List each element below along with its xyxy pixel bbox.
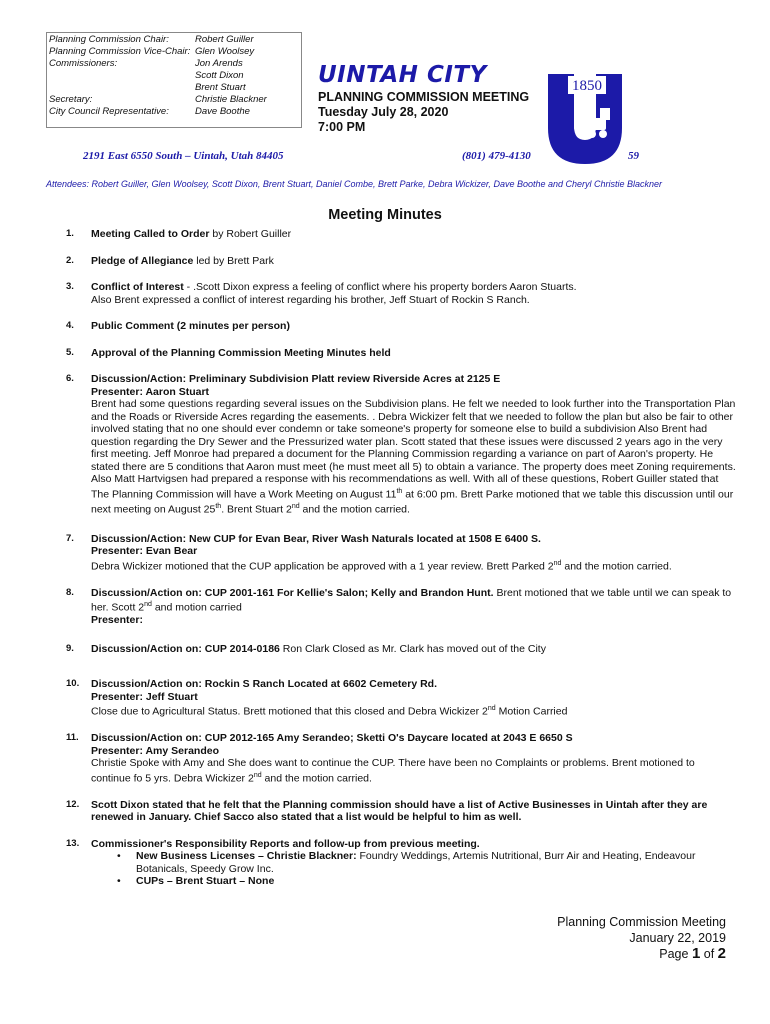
roster-name: Christie Blackner	[195, 94, 267, 105]
city-title: UINTAH CITY	[318, 62, 487, 88]
agenda-item	[66, 678, 736, 718]
item-text: and the motion carried.	[261, 772, 372, 784]
item-text: Ron Clark Closed as Mr. Clark has moved out of the City	[279, 642, 546, 655]
item-number: 13.	[66, 837, 80, 849]
meeting-date: Tuesday July 28, 2020	[318, 105, 449, 119]
item-presenter: Presenter: Amy Serandeo	[91, 744, 219, 757]
ordinal: th	[396, 487, 403, 495]
item-heading: Pledge of Allegiance	[91, 254, 194, 267]
agenda-list	[66, 228, 736, 902]
agenda-item	[66, 643, 736, 656]
bullet-glyph: •	[117, 875, 121, 887]
ordinal: nd	[487, 705, 496, 712]
roster-label-secretary: Secretary:	[49, 94, 93, 105]
item-text: at 6:00 pm. Brett Parke motioned that we table this discussion until our next meeting on August 25	[91, 488, 734, 515]
page-number: 1	[691, 945, 701, 962]
bullet-heading: CUPs – Brent Stuart – None	[136, 875, 275, 887]
roster-label-commissioners: Commissioners:	[49, 58, 118, 69]
agenda-item	[66, 347, 736, 360]
agenda-item	[66, 838, 736, 888]
bullet-item	[91, 875, 736, 888]
roster-name: Scott Dixon	[195, 70, 244, 81]
roster-name: Jon Arends	[195, 58, 243, 69]
page-footer	[557, 915, 726, 963]
agenda-item	[66, 587, 736, 627]
item-heading: Commissioner's Responsibility Reports and follow-up from previous meeting.	[91, 837, 480, 850]
ordinal: nd	[253, 771, 262, 779]
item-text: Motion Carried	[495, 705, 568, 718]
meeting-time: 7:00 PM	[318, 120, 366, 134]
item-number: 12.	[66, 798, 80, 810]
item-text: and the motion carried.	[299, 503, 410, 515]
roster-name: Dave Boothe	[195, 106, 250, 117]
agenda-item	[66, 255, 736, 268]
item-presenter: Presenter: Evan Bear	[91, 545, 198, 557]
item-heading: Scott Dixon stated that he felt that the Planning commission should have a list of Active Businesses in Uintah after they are renewed in January. Chief Sacco also stated that a list would be helpful to him as well.	[91, 798, 708, 823]
item-text: and motion carried	[151, 601, 242, 614]
item-heading: Conflict of Interest	[91, 281, 184, 293]
item-presenter: Presenter: Jeff Stuart	[91, 690, 198, 703]
item-text: led by Brett Park	[193, 254, 274, 267]
bullet-item	[91, 850, 736, 875]
ordinal: nd	[291, 502, 300, 510]
item-number: 9.	[66, 642, 74, 654]
item-number: 5.	[66, 346, 74, 358]
item-number: 8.	[66, 586, 74, 598]
item-text: Debra Wickizer motioned that the CUP application be approved with a 1 year review. Brett Parked 2	[91, 560, 554, 572]
bullet-heading: New Business Licenses – Christie Blackner:	[136, 850, 357, 862]
item-text: and the motion carried.	[561, 560, 672, 572]
item-text: Close due to Agricultural Status. Brett motioned that this closed and Debra Wickizer 2	[91, 705, 488, 718]
city-address: 2191 East 6550 South – Uintah, Utah 84405	[83, 150, 284, 162]
meeting-title: PLANNING COMMISSION MEETING	[318, 90, 530, 104]
item-heading: Discussion/Action on: CUP 2001-161 For Kellie's Salon; Kelly and Brandon Hunt.	[91, 586, 494, 599]
footer-title: Planning Commission Meeting	[557, 915, 726, 929]
agenda-item	[66, 373, 736, 516]
item-number: 11.	[66, 732, 79, 743]
item-heading: Discussion/Action on: Rockin S Ranch Located at 6602 Cemetery Rd.	[91, 678, 438, 690]
uintah-city-logo	[540, 68, 630, 168]
page-total: 2	[717, 945, 726, 962]
roster-label-vice-chair: Planning Commission Vice-Chair:	[49, 46, 191, 57]
footer-date: January 22, 2019	[629, 930, 726, 945]
item-heading: Meeting Called to Order	[91, 228, 210, 240]
item-text: Also Brent expressed a conflict of interest regarding his brother, Jeff Stuart of Rockin S Ranch.	[91, 293, 530, 306]
item-number: 10.	[66, 678, 80, 689]
item-heading: Discussion/Action: New CUP for Evan Bear, River Wash Naturals located at 1508 E 6400 S.	[91, 532, 541, 545]
item-text: Brent motioned that we table until we can speak to her. Scott 2	[91, 586, 732, 614]
meeting-info	[318, 90, 529, 135]
city-phone: (801) 479-4130	[462, 150, 531, 162]
ordinal: nd	[553, 559, 562, 567]
roster-name: Brent Stuart	[195, 82, 246, 93]
item-text: - .Scott Dixon express a feeling of conflict where his property borders Aaron Stuarts.	[183, 281, 577, 293]
agenda-item	[66, 320, 736, 333]
item-heading: Public Comment (2 minutes per person)	[91, 320, 290, 332]
bullet-glyph: •	[117, 850, 121, 862]
item-number: 3.	[66, 281, 74, 292]
item-number: 2.	[66, 254, 74, 266]
of-word: of	[700, 947, 718, 961]
item-number: 1.	[66, 228, 74, 239]
agenda-item	[66, 533, 736, 573]
item-text: . Brent Stuart 2	[221, 503, 292, 515]
item-text: Christie Spoke with Amy and She does want to continue the CUP. There have been no Complaints or problems. Brent motioned to continue fo 5 yrs. Debra Wickizer 2	[91, 757, 695, 784]
item-presenter: Presenter: Aaron Stuart	[91, 385, 210, 398]
item-number: 7.	[66, 532, 74, 544]
item-text: by Robert Guiller	[209, 228, 292, 240]
attendees-line: Attendees: Robert Guiller, Glen Woolsey, Scott Dixon, Brent Stuart, Daniel Combe, Brett Parke, Debra Wickizer, Dave Boothe and Cheryl Christie Blackner	[46, 179, 663, 189]
roster-name: Glen Woolsey	[195, 46, 255, 57]
bullet-text: Foundry Weddings, Artemis Nutritional, Burr Air and Heating, Endeavour Botanicals, Speedy Grow Inc.	[136, 850, 696, 875]
ordinal: th	[215, 502, 222, 510]
item-number: 4.	[66, 320, 74, 331]
item-text: Brent had some questions regarding several issues on the Subdivision plans. He felt we needed to look further into the Transportation Plan and the Roads or Riverside Acres regarding the easements. . Debra Wickizer felt that we needed to follow the plan but also be fair to other involved stating that no one should ever condemn or take someone's property for someone else to build a subdivision Also Brent had question regarding the Dry Sewer and the Pressurized water plan. Scott stated that these issues were discussed 2 years ago in the very first meeting. Jeff Monroe had prepared a document for the Planning Commission regarding a variance on part of Aaron's property. He stated there are 5 conditions that Aaron must meet (he must meet all 5) to obtain a variance. The property does meet Zoning requirements. Also Matt Hartvigsen had prepared a response with his recommendations as well. With all of these questions, Robert Guiller stated that The Planning Commission will have a Work Meeting on August 11	[91, 398, 736, 500]
agenda-item	[66, 228, 736, 241]
city-phone-tail: 59	[628, 150, 639, 162]
agenda-item	[66, 281, 736, 306]
roster-name: Robert Guiller	[195, 34, 254, 45]
item-heading: Approval of the Planning Commission Meeting Minutes held	[91, 346, 391, 359]
page-indicator	[557, 946, 726, 963]
ordinal: nd	[144, 601, 152, 608]
item-heading: Discussion/Action on: CUP 2014-0186	[91, 642, 280, 655]
item-presenter: Presenter:	[91, 614, 143, 626]
roster-label-chair: Planning Commission Chair:	[49, 34, 169, 45]
agenda-item	[66, 732, 736, 785]
item-heading: Discussion/Action on: CUP 2012-165 Amy Serandeo; Sketti O's Daycare located at 2043 E 6650 S	[91, 732, 573, 744]
agenda-item	[66, 799, 736, 824]
minutes-title: Meeting Minutes	[328, 207, 442, 223]
item-heading: Discussion/Action: Preliminary Subdivision Platt review Riverside Acres at 2125 E	[91, 373, 501, 385]
roster-label-council-rep: City Council Representative:	[49, 106, 169, 117]
page-word: Page	[659, 947, 692, 961]
item-number: 6.	[66, 373, 74, 384]
logo-year: 1850	[572, 78, 602, 94]
officers-roster	[46, 32, 302, 128]
